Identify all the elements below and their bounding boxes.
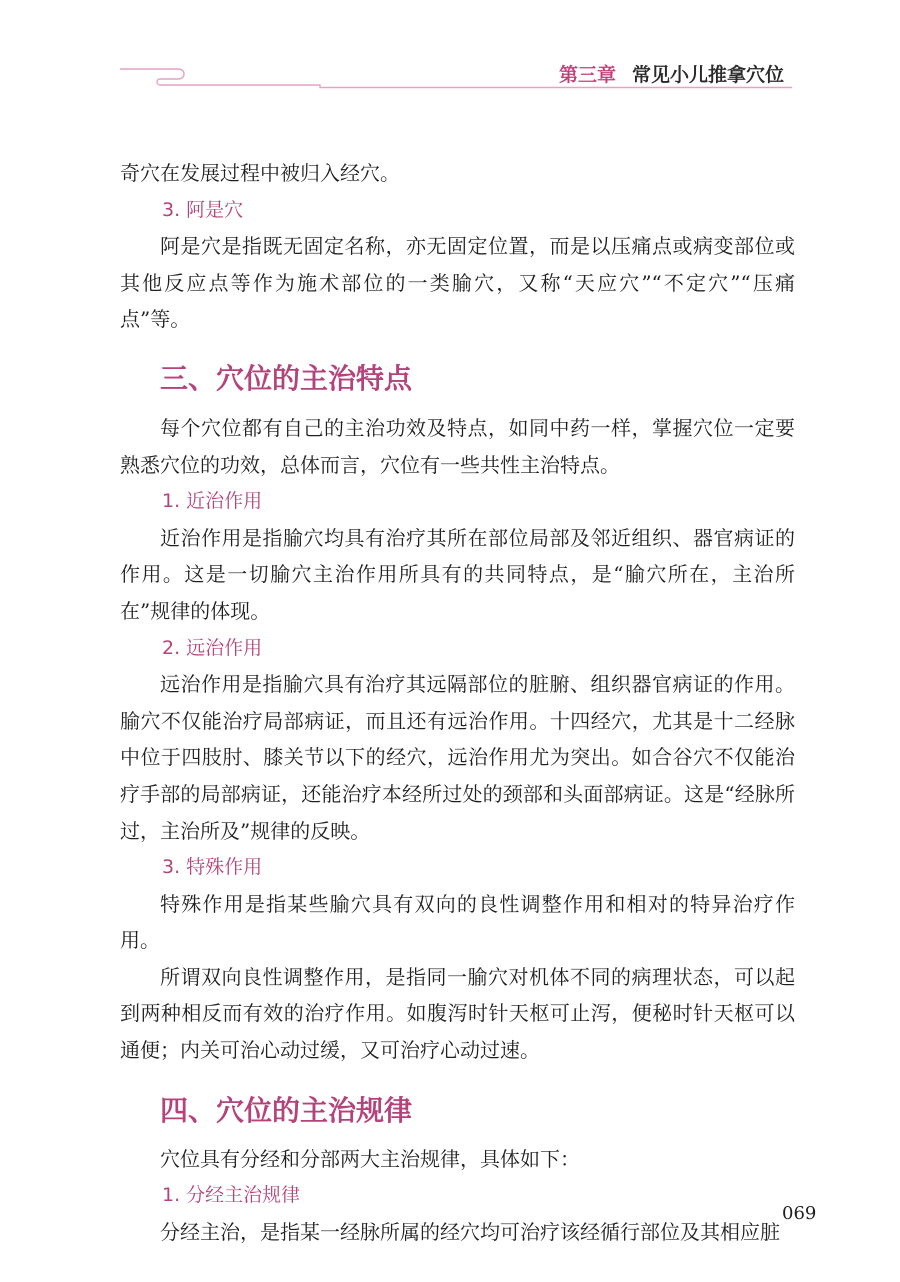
paragraph-special-2: 所谓双向良性调整作用，是指同一腧穴对机体不同的病理状态，可以起到两种相反而有效的治疗作用。如腹泻时针天枢可止泻，便秘时针天枢可以通便；内关可治心动过缓，又可治疗心动过速。 <box>120 964 795 1063</box>
paragraph-ashi: 阿是穴是指既无固定名称，亦无固定位置，而是以压痛点或病变部位或其他反应点等作为施术部位的一类腧穴，又称“天应穴”“不定穴”“压痛点”等。 <box>120 234 795 332</box>
paragraph-near: 近治作用是指腧穴均具有治疗其所在部位局部及邻近组织、器官病证的作用。这是一切腧穴主治作用所具有的共同特点，是“腧穴所在，主治所在”规律的体现。 <box>120 525 795 623</box>
subheading-special: 3. 特殊作用 <box>162 856 263 879</box>
paragraph-sec3-intro: 每个穴位都有自己的主治功效及特点，如同中药一样，掌握穴位一定要熟悉穴位的功效，总体而言，穴位有一些共性主治特点。 <box>120 415 795 477</box>
paragraph-sec4-intro: 穴位具有分经和分部两大主治规律，具体如下： <box>160 1146 580 1171</box>
chapter-number: 第三章 <box>558 64 616 86</box>
paragraph-continuation: 奇穴在发展过程中被归入经穴。 <box>120 161 400 185</box>
subheading-near: 1. 近治作用 <box>162 490 263 513</box>
subheading-far: 2. 远治作用 <box>162 636 263 659</box>
page-number: 069 <box>782 1203 817 1224</box>
paragraph-meridian: 分经主治，是指某一经脉所属的经穴均可治疗该经循行部位及其相应脏 <box>160 1219 780 1244</box>
subheading-meridian: 1. 分经主治规律 <box>162 1184 301 1207</box>
page-content <box>120 155 795 1250</box>
subheading-ashi: 3. 阿是穴 <box>162 198 244 221</box>
chapter-title: 常见小儿推拿穴位 <box>631 64 784 86</box>
section-heading-4: 四、穴位的主治规律 <box>160 1093 413 1127</box>
paragraph-special-1: 特殊作用是指某些腧穴具有双向的良性调整作用和相对的特异治疗作用。 <box>120 891 795 953</box>
section-heading-3: 三、穴位的主治特点 <box>160 361 413 395</box>
header-text <box>559 60 784 87</box>
paragraph-far: 远治作用是指腧穴具有治疗其远隔部位的脏腑、组织器官病证的作用。腧穴不仅能治疗局部病证，而且还有远治作用。十四经穴，尤其是十二经脉中位于四肢肘、膝关节以下的经穴，远治作用尤为突出。如合谷穴不仅能治疗手部的局部病证，还能治疗本经所过处的颈部和头面部病证。这是“经脉所过，主治所及”规律的反映。 <box>120 672 795 843</box>
running-header <box>120 52 792 92</box>
